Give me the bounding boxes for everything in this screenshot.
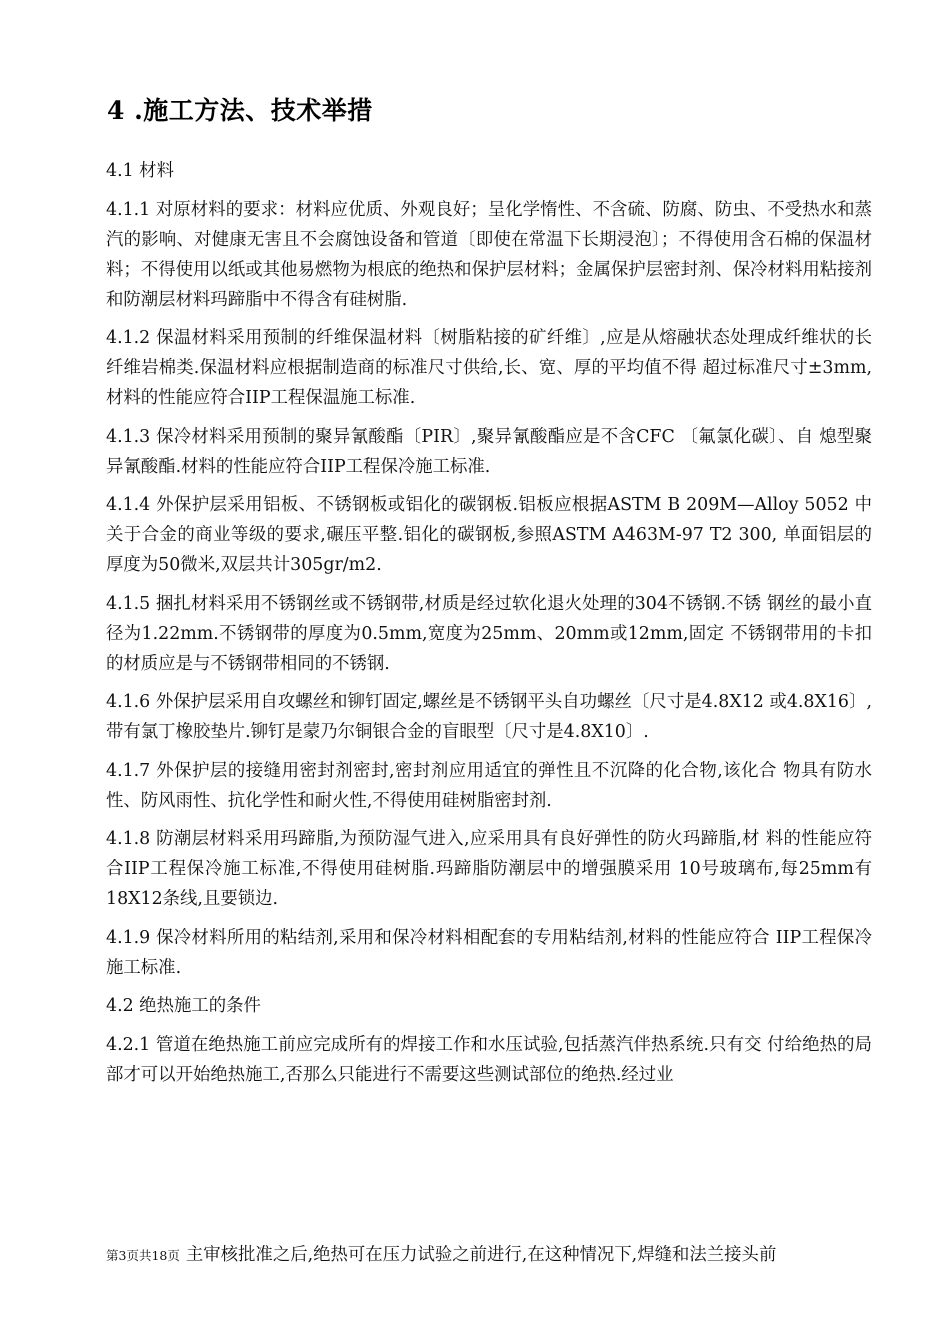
- section-heading: 4 .施工方法、技术举措: [107, 96, 373, 125]
- footer-continuation-text: 主审核批准之后,绝热可在压力试验之前进行,在这种情况下,焊缝和法兰接头前: [185, 1245, 777, 1265]
- body-text: [106, 156, 872, 1098]
- paragraph: 4.1.2 保温材料采用预制的纤维保温材料〔树脂粘接的矿纤维〕,应是从熔融状态处理成纤维状的长纤维岩棉类.保温材料应根据制造商的标准尺寸供给,长、宽、厚的平均值不得 超过标准尺寸±3mm,材料的性能应符合IIP工程保温施工标准.: [106, 328, 872, 408]
- paragraph: 4.1.4 外保护层采用铝板、不锈钢板或铝化的碳钢板.铝板应根据ASTM B 209M—Alloy 5052 中关于合金的商业等级的要求,碾压平整.铝化的碳钢板,参照ASTM A463M-97 T2 300, 单面铝层的厚度为50微米,双层共计305gr/m2.: [106, 495, 872, 575]
- paragraph: 4.1.9 保冷材料所用的粘结剂,采用和保冷材料相配套的专用粘结剂,材料的性能应符合 IIP工程保冷施工标准.: [106, 927, 872, 978]
- paragraph: 4.1.6 外保护层采用自攻螺丝和铆钉固定,螺丝是不锈钢平头自功螺丝〔尺寸是4.8X12 或4.8X16〕,带有氯丁橡胶垫片.铆钉是蒙乃尔铜银合金的盲眼型〔尺寸是4.8X10〕.: [106, 692, 872, 742]
- paragraph: 4.1.1 对原材料的要求：材料应优质、外观良好；呈化学惰性、不含硫、防腐、防虫、不受热水和蒸汽的影响、对健康无害且不会腐蚀设备和管道〔即使在常温下长期浸泡〕；不得使用含石棉的保温材料；不得使用以纸或其他易燃物为根底的绝热和保护层材料；金属保护层密封剂、保冷材料用粘接剂和防潮层材料玛蹄脂中不得含有硅树脂.: [106, 199, 872, 310]
- paragraph: 4.1.5 捆扎材料采用不锈钢丝或不锈钢带,材质是经过软化退火处理的304不锈钢.不锈 钢丝的最小直径为1.22mm.不锈钢带的厚度为0.5mm,宽度为25mm、20mm或12mm,固定 不锈钢带用的卡扣的材质应是与不锈钢带相同的不锈钢.: [106, 593, 872, 674]
- paragraph: 4.2.1 管道在绝热施工前应完成所有的焊接工作和水压试验,包括蒸汽伴热系统.只有交 付给绝热的局部才可以开始绝热施工,否那么只能进行不需要这些测试部位的绝热.经过业: [106, 1034, 872, 1085]
- page-number: 第3页共18页: [106, 1248, 180, 1263]
- subsection-heading: 4.1 材料: [106, 161, 174, 181]
- page-footer: [106, 1240, 876, 1271]
- paragraph: 4.1.8 防潮层材料采用玛蹄脂,为预防湿气进入,应采用具有良好弹性的防火玛蹄脂,材 料的性能应符合IIP工程保冷施工标准,不得使用硅树脂.玛蹄脂防潮层中的增强膜采用 10号玻璃布,每25mm有18X12条线,且要锁边.: [106, 829, 872, 909]
- subsection-heading: 4.2 绝热施工的条件: [106, 996, 261, 1016]
- paragraph: 4.1.3 保冷材料采用预制的聚异氰酸酯〔PIR〕,聚异氰酸酯应是不含CFC 〔氟氯化碳〕、自 熄型聚异氰酸酯.材料的性能应符合IIP工程保冷施工标准.: [106, 426, 872, 477]
- paragraph: 4.1.7 外保护层的接缝用密封剂密封,密封剂应用适宜的弹性且不沉降的化合物,该化合 物具有防水性、防风雨性、抗化学性和耐火性,不得使用硅树脂密封剂.: [106, 760, 872, 811]
